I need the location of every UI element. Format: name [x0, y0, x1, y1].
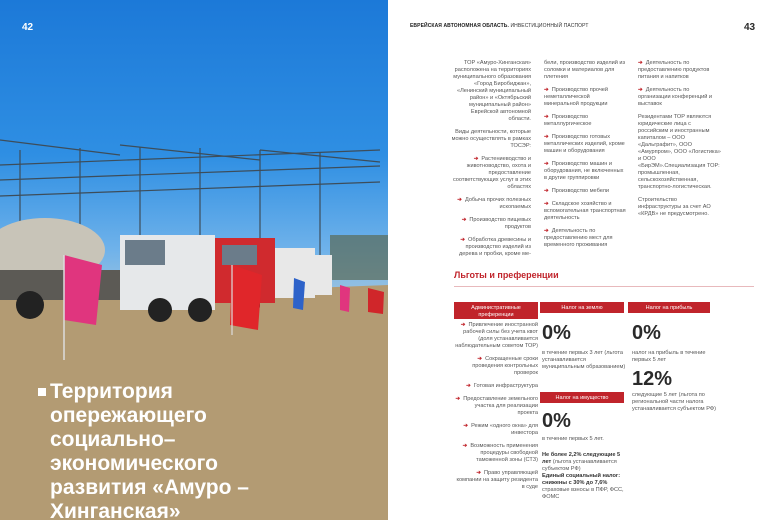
- section-title: Льготы и преференции: [454, 270, 559, 280]
- list-item: ➔ Возможность применения процедуры свободной таможенной зоны (СТЗ): [462, 443, 538, 463]
- list-item: ➔ Сокращенные сроки проведения контрольных проверок: [472, 356, 538, 376]
- arrow-icon: ➔: [544, 114, 549, 120]
- list-item: ➔ Производство металлургическое: [544, 114, 592, 127]
- arrow-icon: ➔: [463, 423, 469, 429]
- page-number-left: 42: [22, 22, 34, 33]
- paragraph: Резидентами ТОР являются юридические лица с российским и иностранным капиталом – ООО «Дальграфит», ООО «Амурпром», ООО «Логистика» и ООО «БирЭМ».Специализация ТОР: промышленная, сельскохозяйственная, транспортно-логистическая.: [638, 114, 721, 190]
- list-item: ➔ Обработка древесины и производство изделий из дерева и пробки, кроме ме-: [459, 237, 531, 257]
- property-tax-value: 0%: [542, 410, 571, 432]
- pink-flag: [64, 255, 102, 325]
- title-bullet-square: [38, 388, 46, 396]
- blue-flag: [293, 278, 305, 310]
- page-number-right: 43: [744, 22, 756, 33]
- property-tax-text: в течение первых 5 лет.: [542, 436, 604, 442]
- list-item: ➔ Предоставление земельного участка для реализации проекта: [455, 396, 538, 416]
- property-tax-box: Налог на имущество: [540, 392, 624, 403]
- arrow-icon: ➔: [462, 443, 468, 449]
- paragraph: бели, производство изделий из соломки и материалов для плетения: [544, 60, 626, 80]
- running-header: ЕВРЕЙСКАЯ АВТОНОМНАЯ ОБЛАСТЬ. ИНВЕСТИЦИОННЫЙ ПАСПОРТ: [410, 23, 589, 29]
- arrow-icon: ➔: [461, 217, 467, 223]
- list-item: ➔ Производство готовых металлических изделий, кроме машин и оборудования: [544, 134, 625, 154]
- paragraph: Строительство инфраструктуры за счет АО «КРДВ» не предусмотрено.: [638, 197, 711, 217]
- arrow-icon: ➔: [638, 87, 643, 93]
- list-item: ➔ Деятельность по предоставлению продуктов питания и напитков: [638, 60, 710, 80]
- list-item: ➔ Режим «одного окна» для инвестора: [463, 423, 538, 436]
- arrow-icon: ➔: [460, 237, 466, 243]
- arrow-icon: ➔: [544, 161, 549, 167]
- arrow-icon: ➔: [473, 156, 479, 162]
- list-item: ➔ Производство машин и оборудования, не включенных в другие группировки: [544, 161, 624, 181]
- list-item: ➔ Деятельность по предоставлению мест для временного проживания: [544, 228, 613, 248]
- list-item: ➔ Добыча прочих полезных ископаемых: [457, 197, 531, 210]
- profit-tax-text-1: налог на прибыль в течение первых 5 лет: [632, 350, 706, 363]
- arrow-icon: ➔: [544, 201, 549, 207]
- arrow-icon: ➔: [544, 228, 549, 234]
- list-item: ➔ Деятельность по организации конференций и выставок: [638, 87, 713, 107]
- list-item: ➔ Право управляющей компании на защиту резидента в суде: [456, 470, 538, 490]
- profit-tax-value-1: 0%: [632, 322, 661, 344]
- property-tax-extra: Не более 2,2% следующие 5 лет (льгота устанавливается субъектом РФ) Единый социальный налог: снижены с 30% до 7,6% страховые взносы в ПФР, ФСС, ФОМС: [542, 452, 624, 500]
- red-flag-2: [368, 288, 384, 314]
- profit-tax-box: Налог на прибыль: [628, 302, 710, 313]
- white-truck-3: [310, 255, 332, 295]
- arrow-icon: ➔: [457, 197, 462, 203]
- list-item: ➔ Производство прочей неметаллической минеральной продукции: [544, 87, 608, 107]
- pink-flag-2: [340, 285, 350, 312]
- paragraph: Виды деятельности, которые можно осуществлять в рамках ТОСЭР:: [451, 129, 531, 149]
- arrow-icon: ➔: [460, 322, 466, 328]
- text-page: [388, 0, 780, 520]
- text-column-3: [638, 60, 721, 224]
- list-item: ➔ Растениеводство и животноводство, охота и предоставление соответствующих услуг в этих областях: [452, 156, 531, 190]
- list-item: ➔ Производство мебели: [544, 188, 610, 194]
- text-column-1: [451, 60, 531, 264]
- profit-tax-text-2: следующие 5 лет (льгота по региональной части налога устанавливается субъектом РФ): [632, 392, 716, 412]
- page-title: Территория опережающего социально– экономического развития «Амуро – Хинганская»: [50, 380, 249, 520]
- admin-preferences-list: [454, 322, 538, 497]
- page-title-block: [50, 380, 370, 520]
- arrow-icon: ➔: [477, 356, 483, 362]
- land-tax-box: Налог на землю: [540, 302, 624, 313]
- arrow-icon: ➔: [544, 188, 549, 194]
- list-item: ➔ Складское хозяйство и вспомогательная транспортная деятельность: [544, 201, 626, 221]
- arrow-icon: ➔: [466, 383, 471, 389]
- tree-line: [330, 235, 388, 280]
- arrow-icon: ➔: [476, 470, 482, 476]
- land-tax-value: 0%: [542, 322, 571, 344]
- arrow-icon: ➔: [638, 60, 643, 66]
- list-item: ➔ Производство пищевых продуктов: [461, 217, 531, 230]
- list-item: ➔ Готовая инфраструктура: [466, 383, 538, 389]
- land-tax-text: в течение первых 3 лет (льгота устанавливается муниципальным образованием): [542, 350, 626, 370]
- arrow-icon: ➔: [544, 87, 549, 93]
- photo-page: [0, 0, 388, 520]
- red-flag: [230, 265, 262, 330]
- admin-preferences-box: Административные преференции: [454, 302, 538, 319]
- section-divider: [454, 286, 754, 287]
- list-item: ➔ Привлечение иностранной рабочей силы без учета квот (доля устанавливается наблюдательным советом ТОР): [455, 322, 538, 349]
- paragraph: ТОР «Амуро-Хинганская» расположена на территориях муниципального образования «Город Биробиджан», «Ленинский муниципальный район» и «Октябрьский муниципальный район» Еврейской автономной области.: [453, 60, 531, 122]
- profit-tax-value-2: 12%: [632, 368, 673, 390]
- arrow-icon: ➔: [455, 396, 461, 402]
- arrow-icon: ➔: [544, 134, 549, 140]
- text-column-2: [544, 60, 626, 255]
